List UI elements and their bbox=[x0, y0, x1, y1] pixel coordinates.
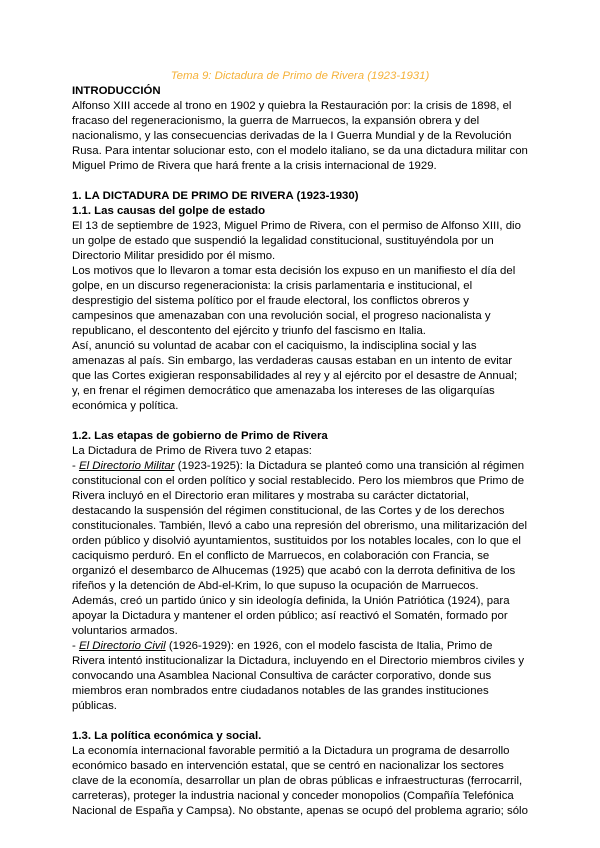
subsection-1-2-intro: La Dictadura de Primo de Rivera tuvo 2 etapas: bbox=[72, 445, 312, 457]
list-dash: - bbox=[72, 640, 79, 652]
subsection-1-3-paragraph-1: La economía internacional favorable permitió a la Dictadura un programa de desarrollo económico basado en intervención estatal, que se centró en nacionalizar los sectores clave de la economía, desarrollar un plan de obras públicas e infraestructuras (ferrocarril, carreteras), proteger la industria nacional y conceder monopolios (Compañía Telefónica Nacional de España y Campsa). No obstante, apenas se ocupó del problema agrario; sólo bbox=[72, 745, 528, 817]
subsection-1-3-heading: 1.3. La política económica y social. bbox=[72, 730, 262, 742]
directorio-militar-term: El Directorio Militar bbox=[78, 460, 175, 472]
subsection-1-1-paragraph-2: Los motivos que lo llevaron a tomar esta decisión los expuso en un manifiesto el día del golpe, en un discurso regeneracionista: la crisis parlamentaria e institucional, el desprestigio del sistema político por el fraude electoral, los conflictos obreros y campesinos que amenazaban con una revolución social, el progreso nacionalista y republicano, el descontento del ejército y triunfo del fascismo en Italia. bbox=[72, 265, 516, 337]
directorio-civil-paragraph bbox=[72, 639, 528, 714]
subsection-1-1-paragraph-3: Así, anunció su voluntad de acabar con el caciquismo, la indisciplina social y las amenazas al país. Sin embargo, las verdaderas causas estaban en un intento de evitar que las Cortes exigieran responsabilidades al rey y al ejército por el desastre de Annual; y, en frenar el régimen democrático que amenazaba los intereses de las oligarquías económica y política. bbox=[72, 340, 518, 412]
directorio-civil-text: (1926-1929): en 1926, con el modelo fascista de Italia, Primo de Rivera intentó institucionalizar la Dictadura, incluyendo en el Directorio miembros civiles y convocando una Asamblea Nacional Consultiva de carácter corporativo, donde sus miembros eran nombrados entre ciudadanos notables de las grandes instituciones públicas. bbox=[72, 640, 525, 712]
subsection-1-1-paragraph-1: El 13 de septiembre de 1923, Miguel Primo de Rivera, con el permiso de Alfonso XIII, dio un golpe de estado que suspendió la legalidad constitucional, sustituyéndola por un Directorio Militar presidido por él mismo. bbox=[72, 220, 521, 262]
subsection-1-2-heading: 1.2. Las etapas de gobierno de Primo de Rivera bbox=[72, 430, 328, 442]
directorio-militar-paragraph bbox=[72, 459, 528, 594]
document-title: Tema 9: Dictadura de Primo de Rivera (1923-1931) bbox=[170, 70, 430, 82]
directorio-civil-term: El Directorio Civil bbox=[78, 640, 166, 652]
intro-heading: INTRODUCCIÓN bbox=[72, 85, 161, 97]
intro-paragraph: Alfonso XIII accede al trono en 1902 y quiebra la Restauración por: la crisis de 1898, el fracaso del regeneracionismo, la guerra de Marruecos, la expansión obrera y del nacionalismo, y las consecuencias derivadas de la I Guerra Mundial y de la Revolución Rusa. Para intentar solucionar esto, con el modelo italiano, se da una dictadura militar con Miguel Primo de Rivera que hará frente a la crisis internacional de 1929. bbox=[72, 100, 528, 172]
directorio-militar-text: (1923-1925): la Dictadura se planteó como una transición al régimen constitucional con el orden político y social restablecido. Pero los miembros que Primo de Rivera incluyó en el Directorio eran militares y mostraba su carácter dictatorial, destacando la suspensión del régimen constitucional, de las Cortes y de los derechos constitucionales. También, llevó a cabo una represión del obrerismo, una militarización del orden público y disolvió ayuntamientos, sustituidos por los notables locales, con lo que el caciquismo perduró. En el conflicto de Marruecos, en colaboración con Francia, se organizó el desembarco de Alhucemas (1925) que acabó con la derrota definitiva de los rifeños y la detención de Abd-el-Krim, lo que supuso la ocupación de Marruecos. bbox=[72, 460, 528, 592]
list-dash: - bbox=[72, 460, 79, 472]
subsection-1-1-heading: 1.1. Las causas del golpe de estado bbox=[72, 205, 266, 217]
union-patriotica-paragraph: Además, creó un partido único y sin ideología definida, la Unión Patriótica (1924), para apoyar la Dictadura y mantener el orden público; así reactivó el Somatén, formado por voluntarios armados. bbox=[72, 595, 510, 637]
section-1-heading: 1. LA DICTADURA DE PRIMO DE RIVERA (1923-1930) bbox=[72, 190, 359, 202]
